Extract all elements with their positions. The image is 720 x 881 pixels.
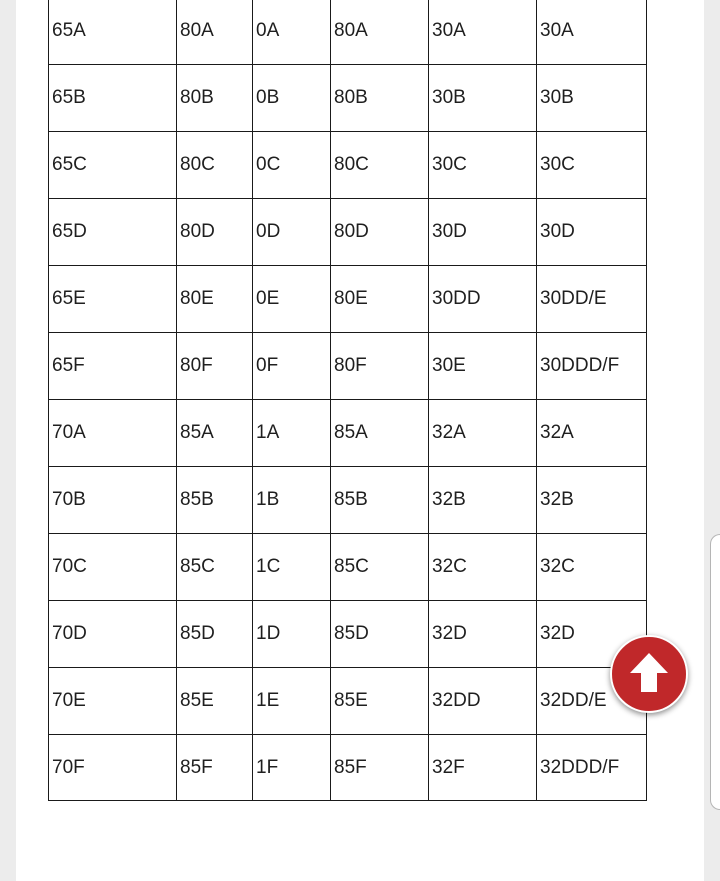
table-cell: 65C [49,132,177,199]
table-cell: 30A [537,0,647,65]
table-cell: 85A [331,400,429,467]
table-cell: 80E [331,266,429,333]
table-cell: 32B [537,467,647,534]
table-cell: 85F [177,735,253,801]
size-conversion-table [48,0,647,801]
table-cell: 30DD/E [537,266,647,333]
table-row [49,467,647,534]
table-cell: 32D [537,601,647,668]
table-cell: 32B [429,467,537,534]
table-cell: 85E [331,668,429,735]
table-cell: 80A [177,0,253,65]
table-cell: 30E [429,333,537,400]
table-cell: 85E [177,668,253,735]
table-row [49,400,647,467]
table-row [49,735,647,801]
table-cell: 0D [253,199,331,266]
table-cell: 70C [49,534,177,601]
table-row [49,199,647,266]
table-cell: 85D [331,601,429,668]
table-cell: 1C [253,534,331,601]
table-cell: 30C [537,132,647,199]
table-cell: 80D [177,199,253,266]
table-cell: 80F [331,333,429,400]
table-cell: 32A [429,400,537,467]
table-row [49,266,647,333]
table-cell: 32C [429,534,537,601]
table-cell: 30DDD/F [537,333,647,400]
table-row [49,601,647,668]
table-cell: 1E [253,668,331,735]
table-cell: 32A [537,400,647,467]
table-cell: 70D [49,601,177,668]
table-cell: 30B [429,65,537,132]
table-cell: 30C [429,132,537,199]
table-cell: 30DD [429,266,537,333]
table-cell: 65D [49,199,177,266]
table-cell: 1B [253,467,331,534]
table-cell: 70B [49,467,177,534]
table-row [49,668,647,735]
table-cell: 65A [49,0,177,65]
table-cell: 32DDD/F [537,735,647,801]
table-cell: 85C [177,534,253,601]
table-cell: 65E [49,266,177,333]
table-cell: 80C [177,132,253,199]
table-cell: 80C [331,132,429,199]
table-cell: 32DD [429,668,537,735]
arrow-up-icon [628,651,670,695]
table-cell: 0C [253,132,331,199]
table-cell: 80E [177,266,253,333]
table-cell: 80A [331,0,429,65]
table-cell: 80B [331,65,429,132]
table-cell: 1D [253,601,331,668]
table-row [49,65,647,132]
table-cell: 1A [253,400,331,467]
table-cell: 30A [429,0,537,65]
table-cell: 70A [49,400,177,467]
table-cell: 32C [537,534,647,601]
table-cell: 80F [177,333,253,400]
table-cell: 85A [177,400,253,467]
table-cell: 70E [49,668,177,735]
table-cell: 32D [429,601,537,668]
table-cell: 85B [177,467,253,534]
table-cell: 30D [537,199,647,266]
table-cell: 80B [177,65,253,132]
table-cell: 32DD/E [537,668,647,735]
table-cell: 85C [331,534,429,601]
table-cell: 65F [49,333,177,400]
table-cell: 65B [49,65,177,132]
table-cell: 0E [253,266,331,333]
table-cell: 0F [253,333,331,400]
table-cell: 30D [429,199,537,266]
table-cell: 0A [253,0,331,65]
table-row [49,333,647,400]
table-cell: 32F [429,735,537,801]
table-cell: 70F [49,735,177,801]
table-row [49,534,647,601]
side-scroll-handle[interactable] [710,534,720,810]
table-cell: 80D [331,199,429,266]
table-cell: 85F [331,735,429,801]
table-cell: 85D [177,601,253,668]
table-row [49,0,647,65]
table-row [49,132,647,199]
table-cell: 85B [331,467,429,534]
table-cell: 0B [253,65,331,132]
scroll-to-top-button[interactable] [610,635,688,713]
table-cell: 30B [537,65,647,132]
table-cell: 1F [253,735,331,801]
